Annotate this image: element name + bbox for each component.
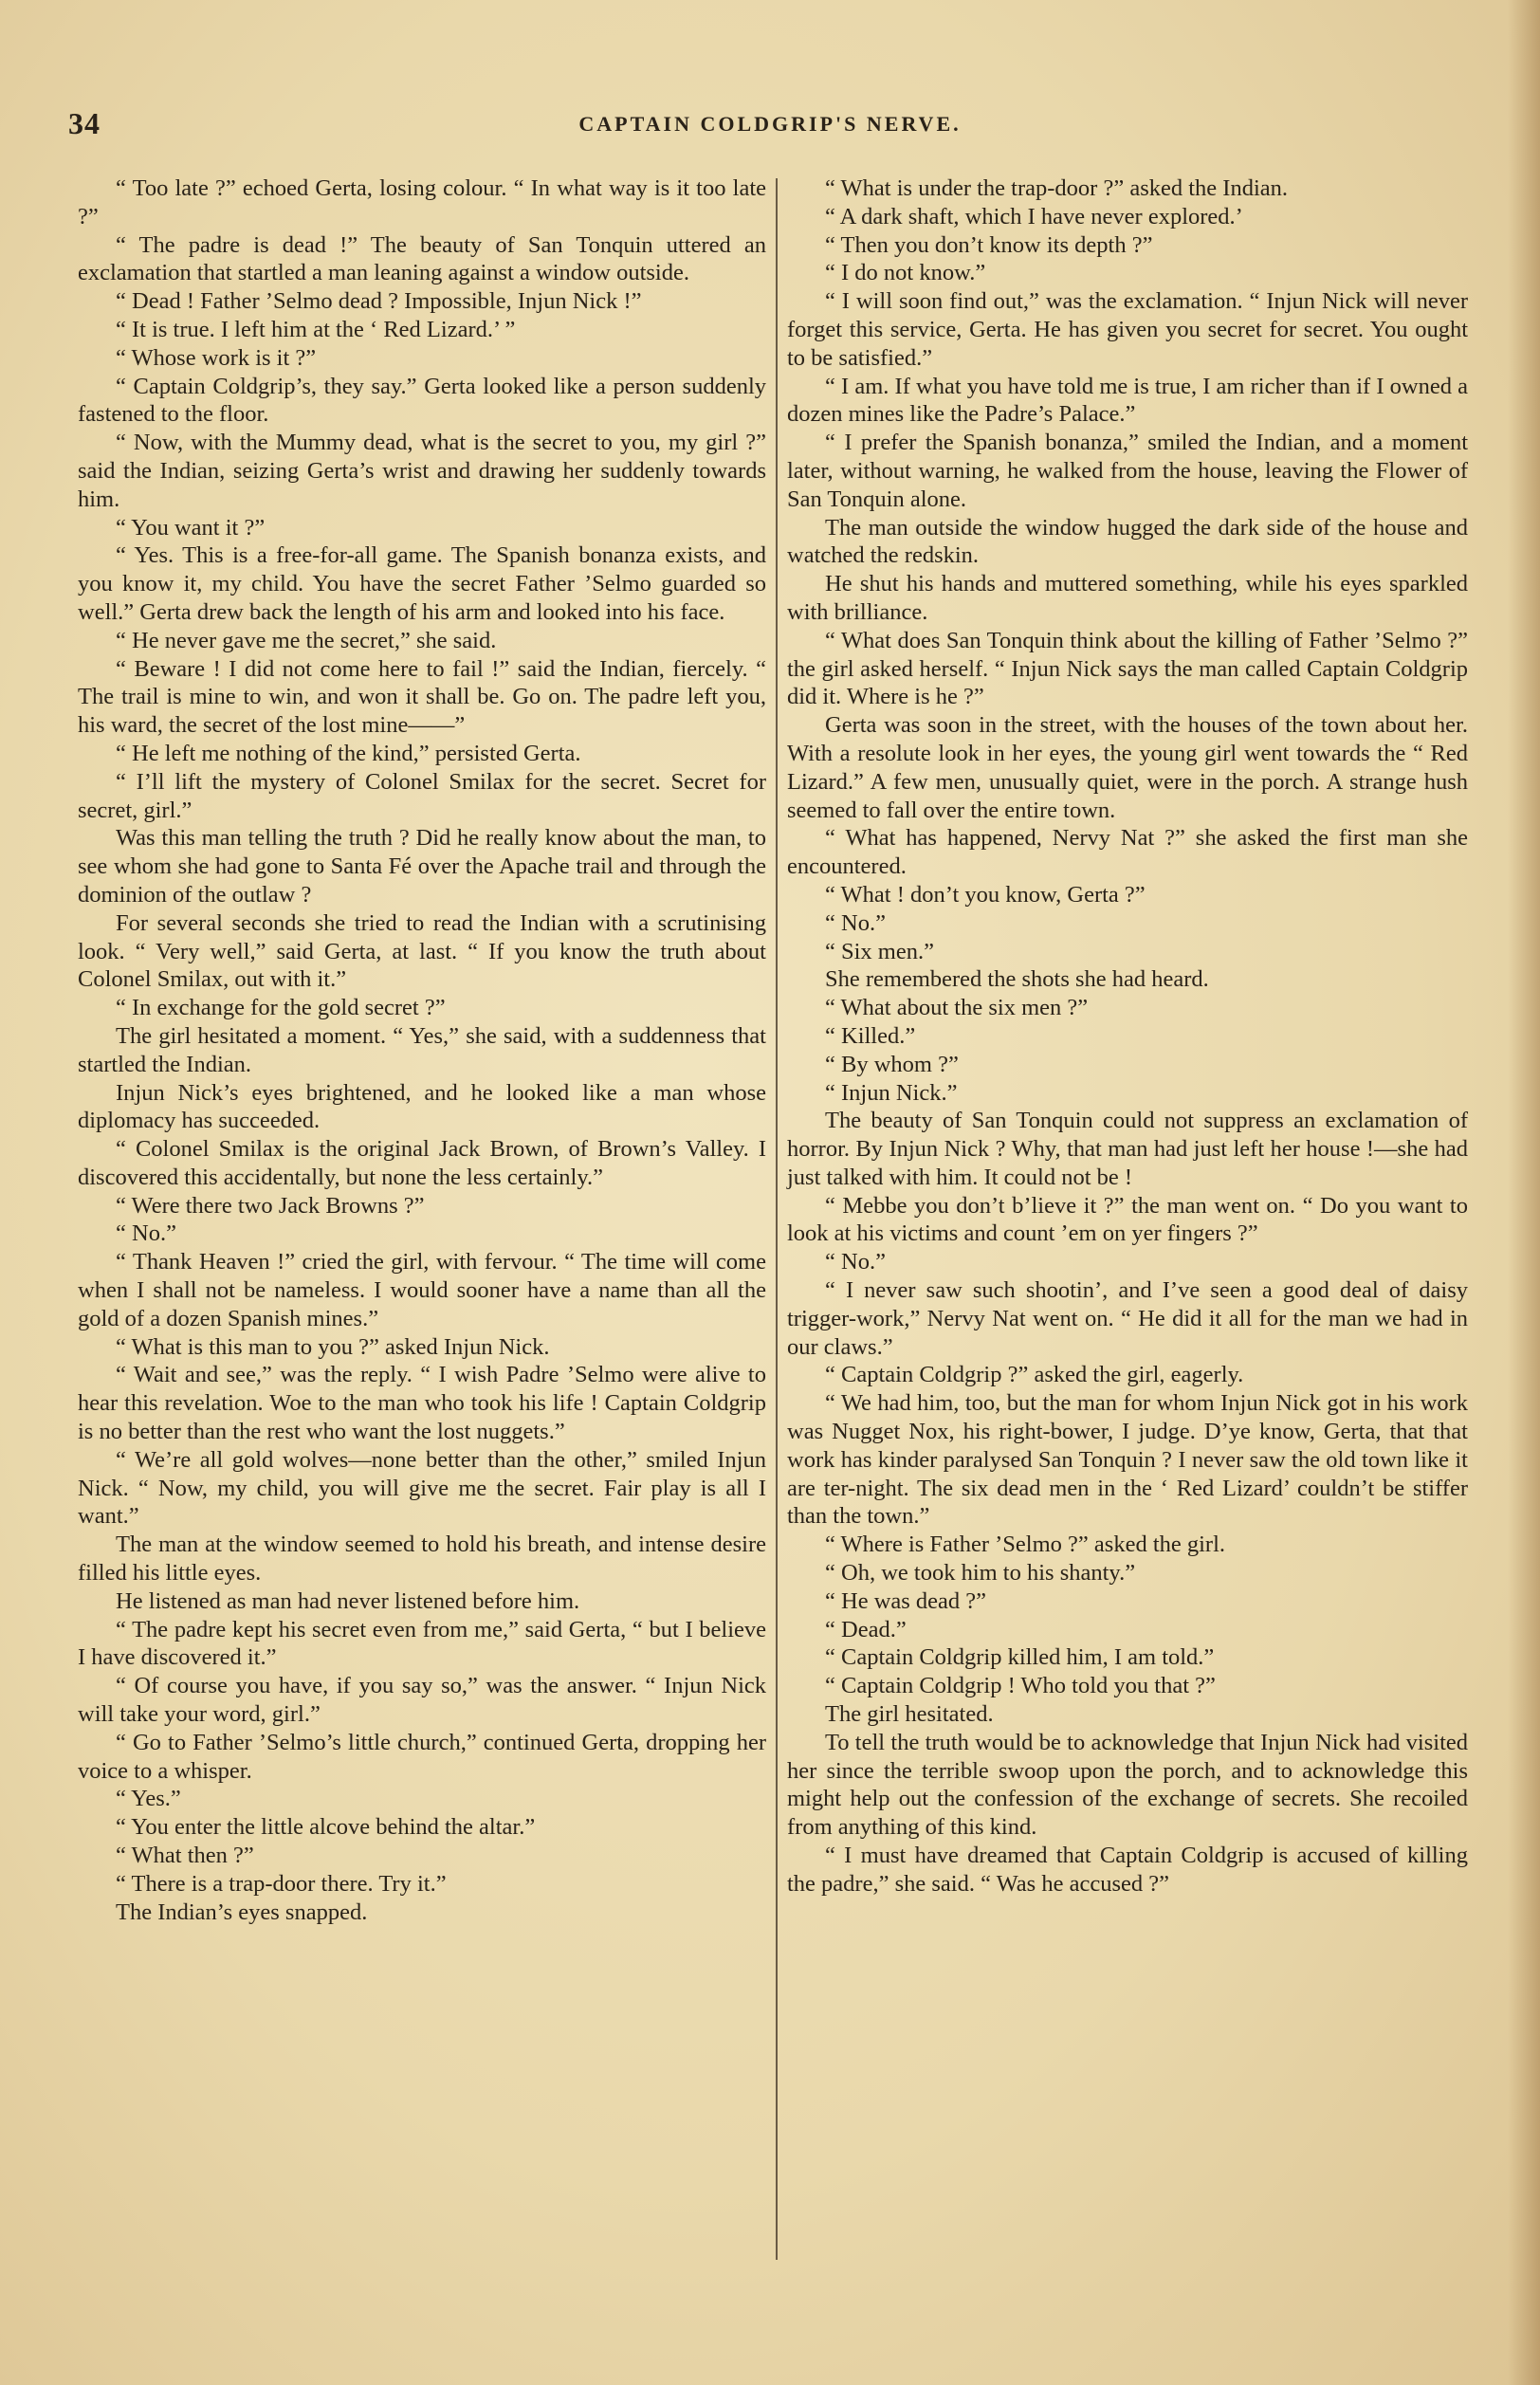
paragraph: “ Captain Coldgrip ! Who told you that ?” bbox=[825, 1673, 1216, 1699]
paragraph: “ Too late ?” echoed Gerta, losing colour. “ In what way is it too late ?” bbox=[78, 175, 766, 229]
paragraph: “ What is under the trap-door ?” asked the Indian. bbox=[825, 175, 1289, 201]
paragraph: “ Whose work is it ?” bbox=[116, 344, 317, 371]
paragraph: “ Captain Coldgrip killed him, I am told.” bbox=[825, 1644, 1215, 1671]
paragraph: “ No.” bbox=[825, 909, 886, 936]
paragraph: “ Captain Coldgrip ?” asked the girl, eagerly. bbox=[825, 1362, 1244, 1388]
paragraph: “ What is this man to you ?” asked Injun Nick. bbox=[116, 1333, 550, 1360]
paragraph: “ The padre kept his secret even from me,” said Gerta, “ but I believe I have discovered it.” bbox=[78, 1616, 766, 1671]
paragraph: “ Yes. This is a free-for-all game. The Spanish bonanza exists, and you know it, my child. You have the secret Father ’Selmo guarded so well.” Gerta drew back the length of his arm and looked into his face. bbox=[78, 542, 766, 625]
paragraph: “ We’re all gold wolves—none better than the other,” smiled Injun Nick. “ Now, my child, you will give me the secret. Fair play is all I want.” bbox=[78, 1446, 766, 1530]
paragraph: He listened as man had never listened before him. bbox=[116, 1587, 580, 1614]
paragraph: “ I never saw such shootin’, and I’ve seen a good deal of daisy trigger-work,” Nervy Nat went on. “ He did it all for the man we had in our claws.” bbox=[787, 1277, 1468, 1360]
paragraph: “ Killed.” bbox=[825, 1022, 916, 1049]
paragraph: “ What does San Tonquin think about the killing of Father ’Selmo ?” the girl asked herself. “ Injun Nick says the man called Captain Coldgrip did it. Where is he ?” bbox=[787, 627, 1468, 710]
paragraph: The girl hesitated. bbox=[825, 1701, 994, 1728]
paragraph: “ Dead ! Father ’Selmo dead ? Impossible, Injun Nick !” bbox=[116, 288, 642, 315]
paragraph: “ Beware ! I did not come here to fail !” said the Indian, fiercely. “ The trail is mine to win, and won it shall be. Go on. The padre left you, his ward, the secret of the lost mine——” bbox=[78, 655, 766, 739]
paragraph: “ Were there two Jack Browns ?” bbox=[116, 1192, 425, 1219]
paragraph: “ Wait and see,” was the reply. “ I wish Padre ’Selmo were alive to hear this revelation. Woe to the man who took his life ! Captain Coldgrip is no better than the rest who want the lost nuggets.” bbox=[78, 1362, 766, 1445]
paragraph: “ In exchange for the gold secret ?” bbox=[116, 995, 446, 1021]
paragraph: “ He never gave me the secret,” she said. bbox=[116, 627, 497, 653]
paragraph: “ The padre is dead !” The beauty of San Tonquin uttered an exclamation that startled a man leaning against a window outside. bbox=[78, 231, 766, 286]
paragraph: “ Where is Father ’Selmo ?” asked the girl. bbox=[825, 1532, 1226, 1558]
paragraph: “ I do not know.” bbox=[825, 260, 986, 286]
paragraph: “ I will soon find out,” was the exclamation. “ Injun Nick will never forget this service, Gerta. He has given you secret for secret. You ought to be satisfied.” bbox=[787, 288, 1468, 371]
paragraph: “ What about the six men ?” bbox=[825, 995, 1089, 1021]
paragraph: “ There is a trap-door there. Try it.” bbox=[116, 1870, 447, 1897]
paragraph: “ You enter the little alcove behind the altar.” bbox=[116, 1814, 536, 1841]
page-number: 34 bbox=[68, 106, 101, 140]
paragraph: “ Mebbe you don’t b’lieve it ?” the man went on. “ Do you want to look at his victims and count ’em on yer fingers ?” bbox=[787, 1192, 1468, 1247]
paragraph: “ I must have dreamed that Captain Coldgrip is accused of killing the padre,” she said. “ Was he accused ?” bbox=[787, 1843, 1468, 1897]
paragraph: She remembered the shots she had heard. bbox=[825, 966, 1209, 993]
paragraph: Was this man telling the truth ? Did he really know about the man, to see whom she had gone to Santa Fé over the Apache trail and through the dominion of the outlaw ? bbox=[78, 825, 766, 908]
paragraph: “ Colonel Smilax is the original Jack Brown, of Brown’s Valley. I discovered this accidentally, but none the less certainly.” bbox=[78, 1136, 766, 1190]
paragraph: “ You want it ?” bbox=[116, 514, 266, 541]
paragraph: “ No.” bbox=[825, 1249, 886, 1275]
paragraph: To tell the truth would be to acknowledge that Injun Nick had visited her since the terrible swoop upon the porch, and to acknowledge this might help out the confession of the exchange of secrets. She recoiled from anything of this kind. bbox=[787, 1729, 1468, 1841]
paragraph: The Indian’s eyes snapped. bbox=[116, 1899, 368, 1925]
paragraph: “ Oh, we took him to his shanty.” bbox=[825, 1560, 1136, 1587]
page-edge-shadow bbox=[1508, 0, 1540, 2385]
paragraph: “ Then you don’t know its depth ?” bbox=[825, 231, 1153, 258]
paragraph: “ I prefer the Spanish bonanza,” smiled the Indian, and a moment later, without warning, he walked from the house, leaving the Flower of San Tonquin alone. bbox=[787, 430, 1468, 512]
left-text-column bbox=[78, 174, 766, 1926]
paragraph: Gerta was soon in the street, with the houses of the town about her. With a resolute look in her eyes, the young girl went towards the “ Red Lizard.” A few men, unusually quiet, were in the porch. A strange hush seemed to fall over the entire town. bbox=[787, 712, 1468, 823]
paragraph: “ Thank Heaven !” cried the girl, with fervour. “ The time will come when I shall not be nameless. I would sooner have a name than all the gold of a dozen Spanish mines.” bbox=[78, 1249, 766, 1331]
paragraph: “ Yes.” bbox=[116, 1786, 181, 1812]
paragraph: “ By whom ?” bbox=[825, 1051, 959, 1077]
paragraph: The man outside the window hugged the dark side of the house and watched the redskin. bbox=[787, 514, 1468, 569]
paragraph: “ We had him, too, but the man for whom Injun Nick got in his work was Nugget Nox, his right-bower, I judge. D’ye know, Gerta, that that work has kinder paralysed San Tonquin ? I never saw the old town like it are ter-night. The six dead men in the ‘ Red Lizard’ couldn’t be stiffer than the town.” bbox=[787, 1390, 1468, 1530]
paragraph: “ He was dead ?” bbox=[825, 1587, 987, 1614]
paragraph: The girl hesitated a moment. “ Yes,” she said, with a suddenness that startled the Indian. bbox=[78, 1022, 766, 1077]
paragraph: “ What then ?” bbox=[116, 1843, 254, 1869]
paragraph: He shut his hands and muttered something, while his eyes sparkled with brilliance. bbox=[787, 571, 1468, 625]
paragraph: “ Now, with the Mummy dead, what is the secret to you, my girl ?” said the Indian, seizing Gerta’s wrist and drawing her suddenly towards him. bbox=[78, 430, 766, 512]
paragraph: For several seconds she tried to read the Indian with a scrutinising look. “ Very well,” said Gerta, at last. “ If you know the truth about Colonel Smilax, out with it.” bbox=[78, 909, 766, 993]
paragraph: “ Go to Father ’Selmo’s little church,” continued Gerta, dropping her voice to a whisper. bbox=[78, 1729, 766, 1784]
paragraph: “ What has happened, Nervy Nat ?” she asked the first man she encountered. bbox=[787, 825, 1468, 880]
paragraph: “ Captain Coldgrip’s, they say.” Gerta looked like a person suddenly fastened to the floor. bbox=[78, 373, 766, 428]
paragraph: “ I am. If what you have told me is true, I am richer than if I owned a dozen mines like the Padre’s Palace.” bbox=[787, 373, 1468, 428]
paragraph: “ It is true. I left him at the ‘ Red Lizard.’ ” bbox=[116, 316, 516, 342]
paragraph: “ What ! don’t you know, Gerta ?” bbox=[825, 881, 1146, 908]
paragraph: “ I’ll lift the mystery of Colonel Smilax for the secret. Secret for secret, girl.” bbox=[78, 768, 766, 823]
right-text-column bbox=[787, 174, 1468, 1899]
paragraph: The man at the window seemed to hold his breath, and intense desire filled his little eyes. bbox=[78, 1532, 766, 1587]
running-title: CAPTAIN COLDGRIP'S NERVE. bbox=[578, 112, 962, 136]
paragraph: “ Six men.” bbox=[825, 938, 934, 964]
paragraph: “ He left me nothing of the kind,” persisted Gerta. bbox=[116, 740, 581, 766]
paragraph: Injun Nick’s eyes brightened, and he looked like a man whose diplomacy has succeeded. bbox=[78, 1079, 766, 1134]
paragraph: The beauty of San Tonquin could not suppress an exclamation of horror. By Injun Nick ? Why, that man had just left her house !—she had just talked with him. It could not be ! bbox=[787, 1108, 1468, 1190]
paragraph: “ Injun Nick.” bbox=[825, 1079, 958, 1106]
paragraph: “ Of course you have, if you say so,” was the answer. “ Injun Nick will take your word, girl.” bbox=[78, 1673, 766, 1728]
paragraph: “ A dark shaft, which I have never explored.’ bbox=[825, 203, 1243, 229]
paragraph: “ Dead.” bbox=[825, 1616, 907, 1642]
paragraph: “ No.” bbox=[116, 1220, 176, 1247]
column-divider bbox=[776, 178, 778, 2260]
